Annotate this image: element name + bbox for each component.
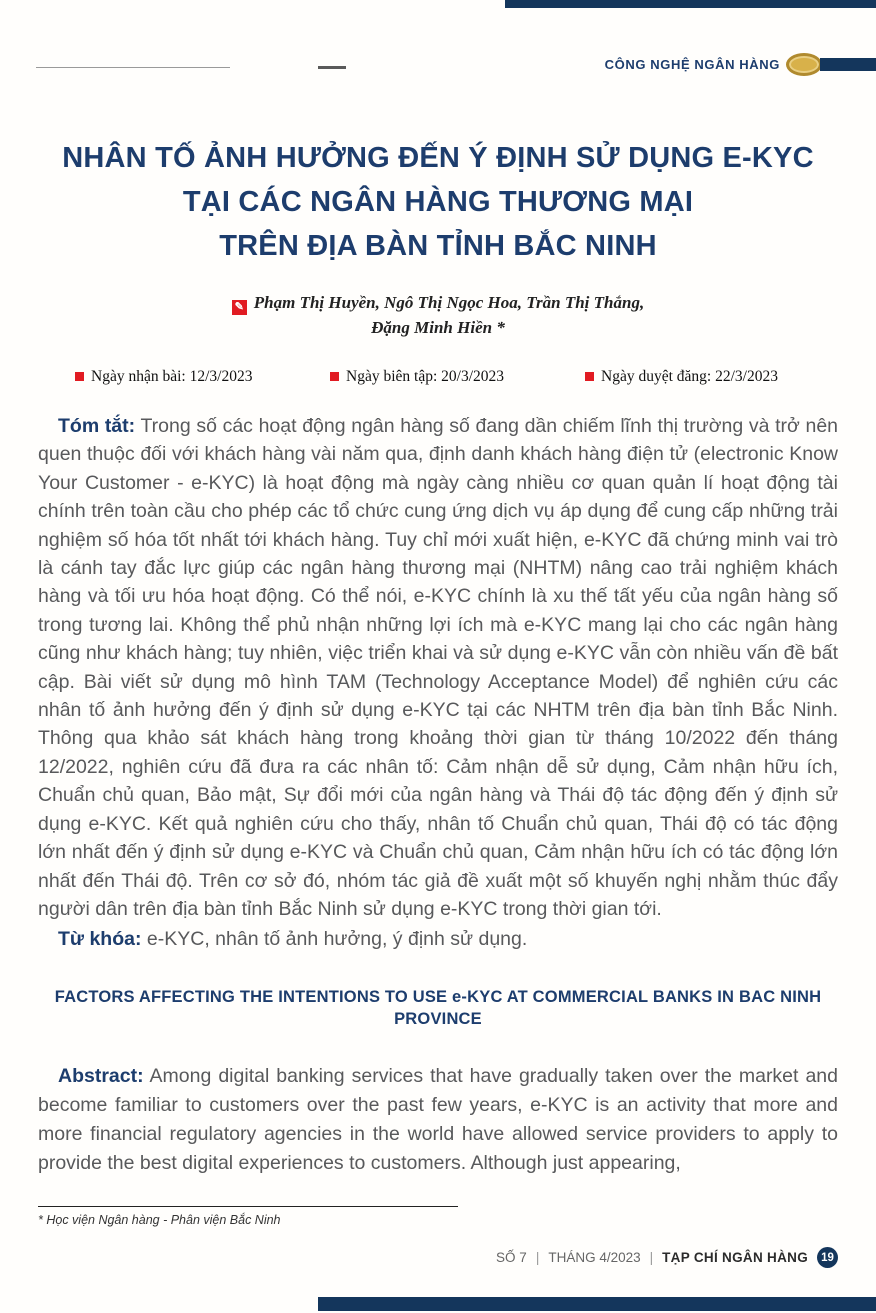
date-edited: Ngày biên tập: 20/3/2023	[330, 368, 504, 386]
abstract-en-label: Abstract:	[58, 1064, 144, 1087]
keywords-label: Từ khóa:	[58, 928, 142, 951]
top-edge-bar	[505, 0, 876, 8]
abstract-english	[38, 1062, 838, 1178]
red-square-icon	[330, 372, 339, 381]
red-square-icon	[75, 372, 84, 381]
footer-month: THÁNG 4/2023	[548, 1250, 641, 1265]
keywords-line	[38, 925, 838, 953]
author-affiliation-footnote: * Học viện Ngân hàng - Phân viện Bắc Ninh	[38, 1206, 458, 1227]
abstract-vietnamese	[38, 412, 838, 923]
dates-row	[0, 368, 876, 388]
authors-block	[0, 290, 876, 340]
date-received: Ngày nhận bài: 12/3/2023	[75, 368, 252, 386]
footer-journal-name: TẠP CHÍ NGÂN HÀNG	[662, 1250, 808, 1265]
abstract-en-text: Among digital banking services that have gradually taken over the market and become familiar to customers over the past few years, e-KYC is an activity that more and more financial regulatory agencies in the world have allowed service providers to apply to provide the best digital experiences to customers. Although just appearing,	[38, 1064, 838, 1174]
header-navy-bar	[820, 58, 876, 71]
footer-issue: SỐ 7	[496, 1250, 527, 1265]
abstract-vi-label: Tóm tắt:	[58, 415, 136, 437]
keywords-text: e-KYC, nhân tố ảnh hưởng, ý định sử dụng.	[146, 928, 528, 951]
article-title-line-2: TẠI CÁC NGÂN HÀNG THƯƠNG MẠI	[182, 186, 694, 218]
journal-logo-badge-icon	[786, 53, 822, 76]
abstract-vi-text: Trong số các hoạt động ngân hàng số đang dần chiếm lĩnh thị trường và trở nên quen thuộc đối với khách hàng vài năm qua, định danh khách hàng điện tử (electronic Know Your Customer - e-KYC) là hoạt động mà ngày càng nhiều cơ quan quản lí hoạt động tài chính trên toàn cầu cho phép các tổ chức cung ứng dịch vụ áp dụng để cung cấp những trải nghiệm số hóa tốt nhất tới khách hàng. Tuy chỉ mới xuất hiện, e-KYC đã chứng minh vai trò là cánh tay đắc lực giúp các ngân hàng thương mại (NHTM) nâng cao trải nghiệm khách hàng và tối ưu hóa hoạt động. Có thể nói, e-KYC chính là xu thế tất yếu của ngân hàng số trong tương lai. Không thể phủ nhận những lợi ích mà e-KYC mang lại cho các ngân hàng cũng như khách hàng; tuy nhiên, việc triển khai và sử dụng e-KYC vẫn còn nhiều vấn đề bất cập. Bài viết sử dụng mô hình TAM (Technology Acceptance Model) để nghiên cứu các nhân tố ảnh hưởng đến ý định sử dụng e-KYC tại các NHTM trên địa bàn tỉnh Bắc Ninh. Thông qua khảo sát khách hàng trong khoảng thời gian từ tháng 10/2022 đến tháng 12/2022, nghiên cứu đã đưa ra các nhân tố: Cảm nhận dễ sử dụng, Cảm nhận hữu ích, Chuẩn chủ quan, Bảo mật, Sự đổi mới của ngân hàng và Thái độ tác động đến ý định sử dụng e-KYC. Kết quả nghiên cứu cho thấy, nhân tố Chuẩn chủ quan, Thái độ có tác động lớn nhất đến ý định sử dụng e-KYC và Chuẩn chủ quan, Cảm nhận hữu ích có tác động lớn nhất đến Thái độ. Trên cơ sở đó, nhóm tác giả đề xuất một số khuyến nghị nhằm thúc đẩy người dân trên địa bàn tỉnh Bắc Ninh sử dụng e-KYC trong thời gian tới.	[38, 415, 839, 920]
footer-separator: |	[535, 1250, 540, 1265]
header-rule-short	[318, 66, 346, 69]
english-title: FACTORS AFFECTING THE INTENTIONS TO USE e-KYC AT COMMERCIAL BANKS IN BAC NINH PROVINCE	[54, 987, 822, 1028]
article-title-line-3: TRÊN ĐỊA BÀN TỈNH BẮC NINH	[219, 230, 657, 262]
section-header-label: CÔNG NGHỆ NGÂN HÀNG	[604, 57, 780, 72]
bottom-navy-bar	[318, 1297, 876, 1311]
article-title-line-1: NHÂN TỐ ẢNH HƯỞNG ĐẾN Ý ĐỊNH SỬ DỤNG E-KYC	[62, 142, 814, 174]
pen-icon: ✎	[232, 300, 247, 315]
article-title	[40, 136, 836, 268]
authors-line-1: Phạm Thị Huyền, Ngô Thị Ngọc Hoa, Trần Thị Thắng,	[253, 293, 645, 312]
authors-line-2: Đặng Minh Hiền *	[371, 318, 505, 337]
date-approved: Ngày duyệt đăng: 22/3/2023	[585, 368, 778, 386]
page-number-badge: 19	[817, 1247, 838, 1268]
footer-separator: |	[649, 1250, 654, 1265]
page-footer	[496, 1247, 838, 1268]
red-square-icon	[585, 372, 594, 381]
header-rule-long	[36, 67, 230, 68]
